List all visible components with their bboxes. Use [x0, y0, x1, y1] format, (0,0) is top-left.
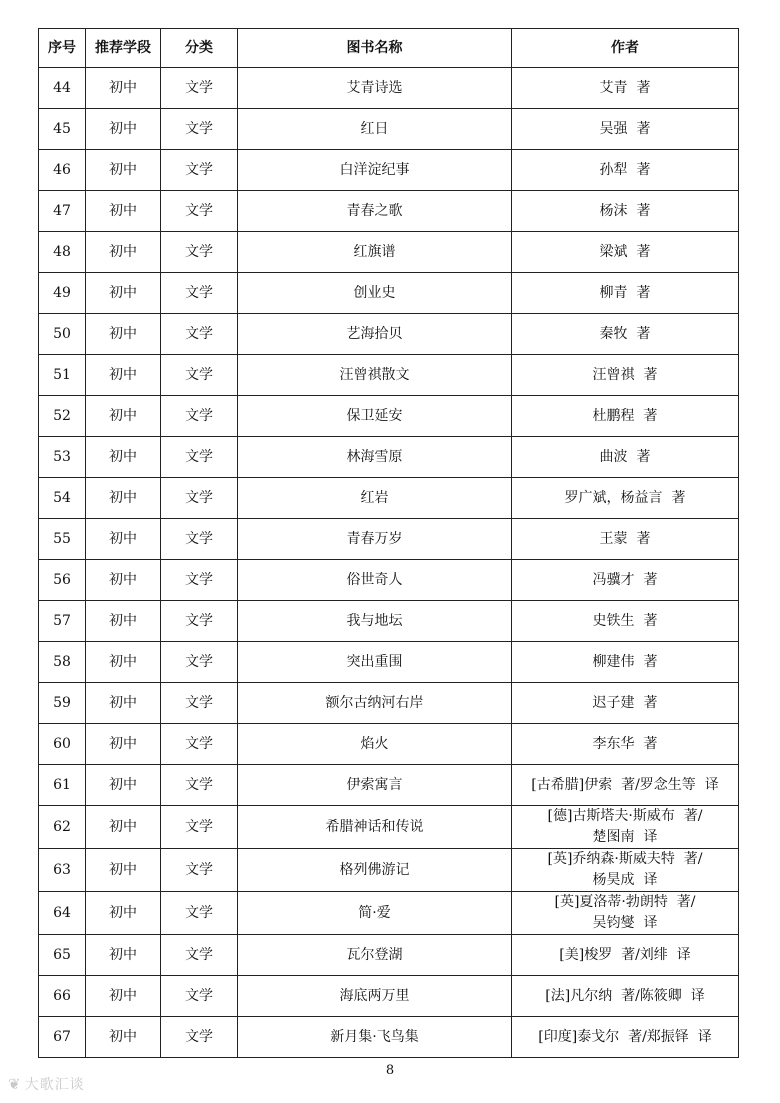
table-body — [39, 68, 739, 1058]
cell-number — [39, 935, 86, 976]
cell-number — [39, 437, 86, 478]
cell-school-level-text: 初中 — [109, 448, 137, 465]
cell-book-title-text: 青春万岁 — [346, 530, 403, 547]
cell-number — [39, 976, 86, 1017]
cell-school-level — [86, 1017, 161, 1058]
cell-book-title — [238, 437, 512, 478]
cell-book-title — [238, 314, 512, 355]
cell-author-text: [印度]泰戈尔 著/郑振铎 译 — [538, 1028, 712, 1045]
cell-author-text: 汪曾祺 著 — [592, 366, 658, 383]
header-book-title: 图书名称 — [238, 29, 512, 68]
cell-category-text: 文学 — [185, 325, 213, 342]
cell-category-text: 文学 — [185, 1028, 213, 1045]
cell-number-text: 65 — [53, 946, 71, 963]
cell-category-text: 文学 — [185, 407, 213, 424]
cell-book-title — [238, 892, 512, 935]
cell-author-text: 柳建伟 著 — [592, 653, 658, 670]
cell-number — [39, 806, 86, 849]
cell-category — [161, 601, 238, 642]
cell-author — [512, 806, 739, 849]
table-row — [39, 109, 739, 150]
cell-category — [161, 396, 238, 437]
table-row — [39, 478, 739, 519]
cell-school-level-text: 初中 — [109, 325, 137, 342]
cell-school-level-text: 初中 — [109, 202, 137, 219]
cell-book-title — [238, 724, 512, 765]
cell-number-text: 64 — [53, 904, 71, 921]
cell-book-title — [238, 976, 512, 1017]
cell-school-level — [86, 314, 161, 355]
cell-school-level — [86, 232, 161, 273]
cell-author-text: 杨昊成 译 — [592, 872, 658, 888]
cell-school-level-text: 初中 — [109, 243, 137, 260]
cell-category — [161, 976, 238, 1017]
cell-book-title-text: 焰火 — [360, 735, 389, 752]
cell-school-level-text: 初中 — [109, 694, 137, 711]
cell-book-title — [238, 1017, 512, 1058]
cell-school-level — [86, 683, 161, 724]
cell-book-title-text: 保卫延安 — [346, 407, 403, 424]
cell-book-title-text: 红旗谱 — [353, 243, 396, 260]
cell-author-text: [英]乔纳森·斯威夫特 著/ — [547, 851, 703, 867]
cell-category-text: 文学 — [185, 530, 213, 547]
cell-book-title-text: 海底两万里 — [339, 987, 410, 1004]
cell-author-text: 史铁生 著 — [592, 612, 658, 629]
cell-author-text: 吴钧燮 译 — [592, 915, 658, 931]
cell-number-text: 46 — [53, 161, 71, 178]
cell-school-level — [86, 191, 161, 232]
cell-category — [161, 724, 238, 765]
cell-book-title — [238, 519, 512, 560]
cell-category-text: 文学 — [185, 861, 213, 878]
table-row — [39, 806, 739, 849]
cell-author — [512, 976, 739, 1017]
cell-author — [512, 314, 739, 355]
cell-category-text: 文学 — [185, 653, 213, 670]
cell-number — [39, 601, 86, 642]
cell-school-level — [86, 892, 161, 935]
cell-author-text: 吴强 著 — [599, 120, 651, 137]
cell-school-level-text: 初中 — [109, 489, 137, 506]
bird-logo-icon: ❦ — [8, 1075, 22, 1093]
table-row — [39, 314, 739, 355]
cell-book-title-text: 林海雪原 — [346, 448, 403, 465]
cell-author-text: 杜鹏程 著 — [592, 407, 658, 424]
cell-book-title — [238, 396, 512, 437]
cell-category — [161, 355, 238, 396]
cell-book-title — [238, 849, 512, 892]
cell-category-text: 文学 — [185, 694, 213, 711]
cell-number-text: 66 — [53, 987, 71, 1004]
cell-book-title-text: 红岩 — [360, 489, 389, 506]
cell-book-title — [238, 560, 512, 601]
table-row — [39, 849, 739, 892]
cell-author-text: 冯骥才 著 — [592, 571, 658, 588]
cell-school-level — [86, 273, 161, 314]
cell-school-level-text: 初中 — [109, 120, 137, 137]
cell-book-title — [238, 150, 512, 191]
table-row — [39, 232, 739, 273]
cell-author-text: 柳青 著 — [599, 284, 651, 301]
cell-number-text: 59 — [53, 694, 71, 711]
cell-school-level — [86, 150, 161, 191]
cell-book-title — [238, 355, 512, 396]
cell-school-level-text: 初中 — [109, 366, 137, 383]
cell-school-level — [86, 642, 161, 683]
table-row — [39, 765, 739, 806]
cell-number — [39, 478, 86, 519]
cell-number-text: 51 — [53, 366, 71, 383]
cell-school-level — [86, 976, 161, 1017]
cell-author-text: [法]凡尔纳 著/陈筱卿 译 — [545, 987, 705, 1004]
cell-category — [161, 806, 238, 849]
cell-number-text: 50 — [53, 325, 71, 342]
cell-school-level-text: 初中 — [109, 571, 137, 588]
cell-author-text: [美]梭罗 著/刘绯 译 — [559, 946, 691, 963]
cell-number-text: 53 — [53, 448, 71, 465]
table-row — [39, 519, 739, 560]
table-row — [39, 642, 739, 683]
cell-number — [39, 519, 86, 560]
cell-category-text: 文学 — [185, 735, 213, 752]
cell-number-text: 48 — [53, 243, 71, 260]
cell-author-text: 曲波 著 — [599, 448, 651, 465]
cell-author-text: [古希腊]伊索 著/罗念生等 译 — [531, 776, 719, 793]
cell-category-text: 文学 — [185, 202, 213, 219]
cell-book-title-text: 创业史 — [353, 284, 396, 301]
cell-book-title — [238, 232, 512, 273]
cell-school-level — [86, 724, 161, 765]
cell-school-level-text: 初中 — [109, 161, 137, 178]
cell-category — [161, 191, 238, 232]
header-number: 序号 — [39, 29, 86, 68]
cell-category — [161, 314, 238, 355]
cell-number — [39, 642, 86, 683]
table-header-row — [39, 29, 739, 68]
table-row — [39, 191, 739, 232]
cell-book-title — [238, 273, 512, 314]
cell-number-text: 57 — [53, 612, 71, 629]
cell-school-level-text: 初中 — [109, 653, 137, 670]
cell-category — [161, 519, 238, 560]
cell-number-text: 63 — [53, 861, 71, 878]
cell-number — [39, 355, 86, 396]
cell-author-text: 梁斌 著 — [599, 243, 651, 260]
cell-number-text: 60 — [53, 735, 71, 752]
cell-book-title-text: 艾青诗选 — [346, 79, 403, 96]
table-row — [39, 935, 739, 976]
table-row — [39, 396, 739, 437]
cell-author-text: [英]夏洛蒂·勃朗特 著/ — [554, 894, 696, 910]
cell-author — [512, 109, 739, 150]
cell-author-text: [德]古斯塔夫·斯威布 著/ — [547, 808, 703, 824]
cell-number-text: 52 — [53, 407, 71, 424]
cell-number — [39, 150, 86, 191]
cell-author — [512, 683, 739, 724]
cell-category — [161, 1017, 238, 1058]
watermark — [8, 1074, 85, 1094]
cell-book-title-text: 额尔古纳河右岸 — [325, 694, 424, 711]
cell-category — [161, 437, 238, 478]
table-row — [39, 976, 739, 1017]
cell-book-title — [238, 935, 512, 976]
cell-number-text: 62 — [53, 818, 71, 835]
page-number: 8 — [385, 1063, 395, 1078]
cell-author — [512, 355, 739, 396]
cell-author — [512, 724, 739, 765]
cell-number — [39, 396, 86, 437]
cell-book-title — [238, 601, 512, 642]
cell-number-text: 61 — [53, 776, 71, 793]
cell-author — [512, 642, 739, 683]
cell-book-title-text: 简·爱 — [358, 904, 391, 921]
cell-school-level-text: 初中 — [109, 79, 137, 96]
cell-author — [512, 765, 739, 806]
cell-number-text: 49 — [53, 284, 71, 301]
table-row — [39, 724, 739, 765]
cell-author — [512, 150, 739, 191]
cell-book-title — [238, 109, 512, 150]
cell-school-level-text: 初中 — [109, 407, 137, 424]
cell-author — [512, 519, 739, 560]
cell-school-level-text: 初中 — [109, 818, 137, 835]
cell-category-text: 文学 — [185, 243, 213, 260]
cell-number-text: 67 — [53, 1028, 71, 1045]
watermark-text: 大歌汇谈 — [24, 1077, 85, 1093]
cell-book-title — [238, 683, 512, 724]
cell-school-level-text: 初中 — [109, 1028, 137, 1045]
cell-author — [512, 191, 739, 232]
cell-category — [161, 560, 238, 601]
cell-number — [39, 765, 86, 806]
cell-author-text: 楚图南 译 — [592, 829, 658, 845]
cell-number — [39, 724, 86, 765]
cell-number — [39, 1017, 86, 1058]
table-row — [39, 560, 739, 601]
cell-category — [161, 478, 238, 519]
cell-book-title-text: 汪曾祺散文 — [339, 366, 410, 383]
cell-school-level — [86, 765, 161, 806]
book-list-table — [38, 28, 739, 1058]
cell-category-text: 文学 — [185, 489, 213, 506]
cell-author — [512, 935, 739, 976]
cell-school-level — [86, 478, 161, 519]
cell-book-title — [238, 191, 512, 232]
table-row — [39, 150, 739, 191]
cell-school-level-text: 初中 — [109, 946, 137, 963]
cell-author-text: 秦牧 著 — [599, 325, 651, 342]
cell-category-text: 文学 — [185, 120, 213, 137]
cell-school-level — [86, 437, 161, 478]
cell-book-title-text: 白洋淀纪事 — [339, 161, 410, 178]
cell-category-text: 文学 — [185, 161, 213, 178]
cell-author — [512, 601, 739, 642]
cell-book-title — [238, 765, 512, 806]
table-row — [39, 68, 739, 109]
cell-school-level — [86, 109, 161, 150]
cell-category — [161, 935, 238, 976]
cell-category-text: 文学 — [185, 776, 213, 793]
cell-school-level — [86, 806, 161, 849]
header-school-level: 推荐学段 — [86, 29, 161, 68]
header-category: 分类 — [161, 29, 238, 68]
cell-author — [512, 232, 739, 273]
cell-author — [512, 1017, 739, 1058]
cell-number-text: 56 — [53, 571, 71, 588]
cell-school-level — [86, 935, 161, 976]
cell-author — [512, 68, 739, 109]
cell-book-title-text: 红日 — [360, 120, 389, 137]
cell-book-title-text: 俗世奇人 — [346, 571, 403, 588]
cell-category — [161, 683, 238, 724]
cell-number-text: 47 — [53, 202, 71, 219]
cell-author — [512, 396, 739, 437]
cell-school-level — [86, 355, 161, 396]
cell-school-level-text: 初中 — [109, 861, 137, 878]
cell-author-text: 杨沫 著 — [599, 202, 651, 219]
cell-category-text: 文学 — [185, 818, 213, 835]
cell-number — [39, 314, 86, 355]
cell-number-text: 45 — [53, 120, 71, 137]
cell-number — [39, 232, 86, 273]
cell-number — [39, 892, 86, 935]
cell-category — [161, 68, 238, 109]
cell-category-text: 文学 — [185, 904, 213, 921]
cell-category-text: 文学 — [185, 448, 213, 465]
cell-school-level — [86, 519, 161, 560]
cell-number — [39, 683, 86, 724]
table-row — [39, 601, 739, 642]
cell-school-level-text: 初中 — [109, 735, 137, 752]
cell-school-level-text: 初中 — [109, 987, 137, 1004]
cell-school-level-text: 初中 — [109, 530, 137, 547]
cell-school-level-text: 初中 — [109, 776, 137, 793]
cell-number — [39, 191, 86, 232]
cell-author-text: 罗广斌，杨益言 著 — [564, 489, 686, 506]
cell-number — [39, 109, 86, 150]
cell-book-title-text: 艺海拾贝 — [346, 325, 403, 342]
table-row — [39, 437, 739, 478]
cell-book-title — [238, 68, 512, 109]
cell-number-text: 54 — [53, 489, 71, 506]
cell-book-title — [238, 806, 512, 849]
cell-number-text: 44 — [53, 79, 71, 96]
header-author: 作者 — [512, 29, 739, 68]
cell-category-text: 文学 — [185, 79, 213, 96]
cell-number — [39, 849, 86, 892]
cell-book-title-text: 新月集·飞鸟集 — [330, 1028, 419, 1045]
cell-category — [161, 232, 238, 273]
table-row — [39, 1017, 739, 1058]
cell-author-text: 迟子建 著 — [592, 694, 658, 711]
cell-category — [161, 150, 238, 191]
cell-book-title-text: 伊索寓言 — [346, 776, 403, 793]
cell-book-title-text: 我与地坛 — [346, 612, 403, 629]
cell-book-title-text: 突出重围 — [346, 653, 403, 670]
cell-author — [512, 437, 739, 478]
cell-book-title-text: 瓦尔登湖 — [346, 946, 403, 963]
cell-author — [512, 849, 739, 892]
cell-book-title-text: 希腊神话和传说 — [325, 818, 424, 835]
cell-category — [161, 849, 238, 892]
cell-school-level-text: 初中 — [109, 612, 137, 629]
cell-category-text: 文学 — [185, 612, 213, 629]
cell-category — [161, 892, 238, 935]
cell-school-level — [86, 68, 161, 109]
cell-author — [512, 560, 739, 601]
cell-school-level — [86, 601, 161, 642]
cell-book-title-text: 青春之歌 — [346, 202, 403, 219]
cell-school-level — [86, 396, 161, 437]
cell-author — [512, 273, 739, 314]
cell-number — [39, 273, 86, 314]
table-row — [39, 892, 739, 935]
table-row — [39, 355, 739, 396]
cell-category-text: 文学 — [185, 571, 213, 588]
cell-category-text: 文学 — [185, 946, 213, 963]
cell-number — [39, 560, 86, 601]
cell-school-level-text: 初中 — [109, 284, 137, 301]
cell-number — [39, 68, 86, 109]
cell-author — [512, 892, 739, 935]
cell-category — [161, 765, 238, 806]
cell-category — [161, 273, 238, 314]
table-row — [39, 683, 739, 724]
cell-school-level — [86, 849, 161, 892]
table-row — [39, 273, 739, 314]
cell-book-title — [238, 642, 512, 683]
cell-book-title-text: 格列佛游记 — [339, 861, 410, 878]
cell-category-text: 文学 — [185, 284, 213, 301]
cell-author-text: 孙犁 著 — [599, 161, 651, 178]
cell-number-text: 55 — [53, 530, 71, 547]
cell-author-text: 李东华 著 — [592, 735, 658, 752]
cell-category-text: 文学 — [185, 987, 213, 1004]
cell-author-text: 艾青 著 — [599, 79, 651, 96]
cell-school-level — [86, 560, 161, 601]
cell-category — [161, 642, 238, 683]
cell-author — [512, 478, 739, 519]
cell-school-level-text: 初中 — [109, 904, 137, 921]
cell-book-title — [238, 478, 512, 519]
cell-number-text: 58 — [53, 653, 71, 670]
cell-category-text: 文学 — [185, 366, 213, 383]
cell-author-text: 王蒙 著 — [599, 530, 651, 547]
cell-category — [161, 109, 238, 150]
